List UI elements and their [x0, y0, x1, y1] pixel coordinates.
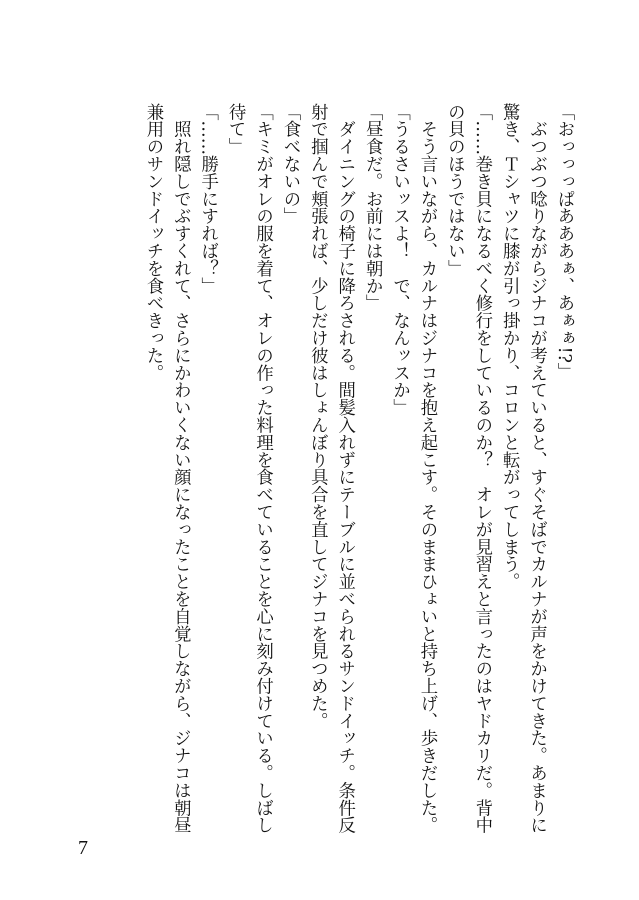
- text-line: 「食べないの」: [279, 103, 300, 225]
- text-line: そう言いながら、カルナはジナコを抱え起こす。そのままひょいと持ち上げ、歩きだした。: [416, 103, 437, 834]
- text-line: 待て」: [225, 103, 246, 156]
- text-line: の貝のほうではない」: [444, 103, 465, 277]
- text-line: 「うるさいッスよ！ で、なんッスか」: [389, 103, 410, 417]
- text-line: 「……巻き貝になるべく修行をしているのか？ オレが見習えと言ったのはヤドカリだ。背中: [471, 103, 492, 834]
- vertical-text-body: [139, 103, 578, 834]
- text-line: 「おっっっぱあああぁ、あぁぁ!?」: [554, 103, 574, 381]
- text-line: 照れ隠しでぶすくれて、さらにかわいくない顔になったことを自覚しながら、ジナコは朝昼: [170, 103, 191, 834]
- text-line: 「昼食だ。お前には朝か」: [362, 103, 383, 312]
- text-line: 兼用のサンドイッチを食べきった。: [142, 103, 163, 382]
- page-number: 7: [78, 837, 88, 859]
- text-line: 「……勝手にすれば？」: [197, 103, 218, 295]
- text-line: 「キミがオレの服を着て、オレの作った料理を食べていることを心に刻み付けている。しばし: [252, 103, 273, 834]
- text-line: 驚き、Ｔシャツに膝が引っ掛かり、コロンと転がってしまう。: [499, 103, 520, 591]
- text-line: ダイニングの椅子に降ろされる。間髪入れずにテーブルに並べられるサンドイッチ。条件反: [334, 103, 355, 834]
- text-line: 射で掴んで頬張れば、少しだけ彼はしょんぼり具合を直してジナコを見つめた。: [307, 103, 328, 730]
- text-line: ぶつぶつ唸りながらジナコが考えていると、すぐそばでカルナが声をかけてきた。あまりに: [526, 103, 547, 834]
